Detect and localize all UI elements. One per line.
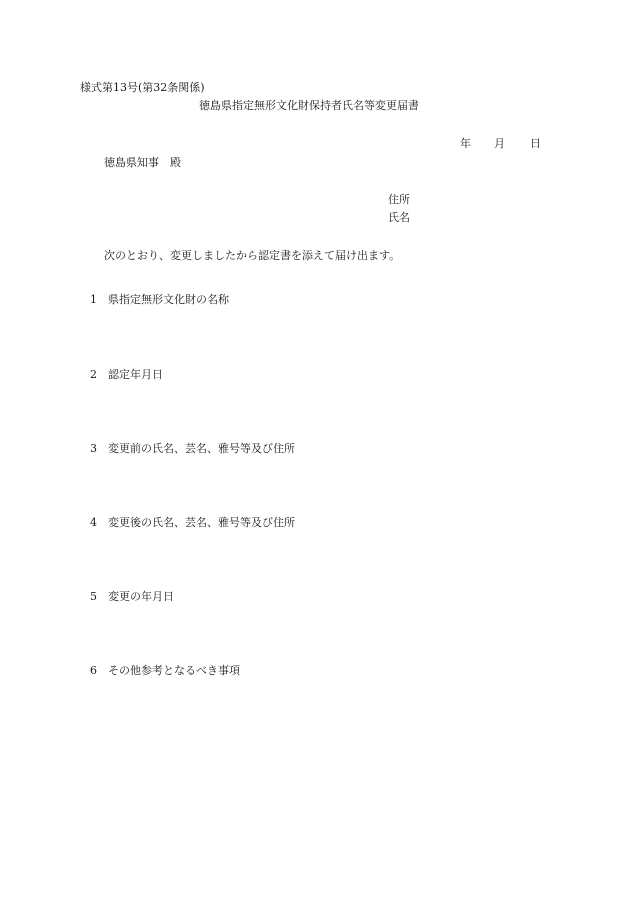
- date-day-label: 日: [530, 137, 541, 150]
- item-number: 4: [90, 516, 97, 529]
- item-label: 変更の年月日: [108, 590, 174, 603]
- item-number: 2: [90, 368, 97, 381]
- item-label: 認定年月日: [108, 368, 163, 381]
- document-title: 徳島県指定無形文化財保持者氏名等変更届書: [199, 99, 419, 112]
- item-label: その他参考となるべき事項: [108, 664, 240, 677]
- applicant-name-label: 氏名: [388, 211, 410, 224]
- date-month-label: 月: [494, 137, 505, 150]
- list-item: [90, 517, 295, 528]
- item-label: 県指定無形文化財の名称: [108, 293, 229, 306]
- form-number: 様式第13号(第32条関係): [80, 81, 205, 94]
- intro-text: 次のとおり、変更しましたから認定書を添えて届け出ます。: [104, 249, 401, 262]
- list-item: [90, 665, 240, 676]
- item-label: 変更後の氏名、芸名、雅号等及び住所: [108, 516, 295, 529]
- addressee: 徳島県知事 殿: [104, 156, 181, 169]
- list-item: [90, 591, 174, 602]
- applicant-address-label: 住所: [388, 193, 410, 206]
- list-item: [90, 369, 163, 380]
- item-number: 1: [90, 293, 97, 306]
- list-item: [90, 294, 229, 305]
- list-item: [90, 443, 295, 454]
- item-number: 3: [90, 442, 97, 455]
- item-label: 変更前の氏名、芸名、雅号等及び住所: [108, 442, 295, 455]
- date-year-label: 年: [460, 137, 471, 150]
- item-number: 6: [90, 664, 97, 677]
- item-number: 5: [90, 590, 97, 603]
